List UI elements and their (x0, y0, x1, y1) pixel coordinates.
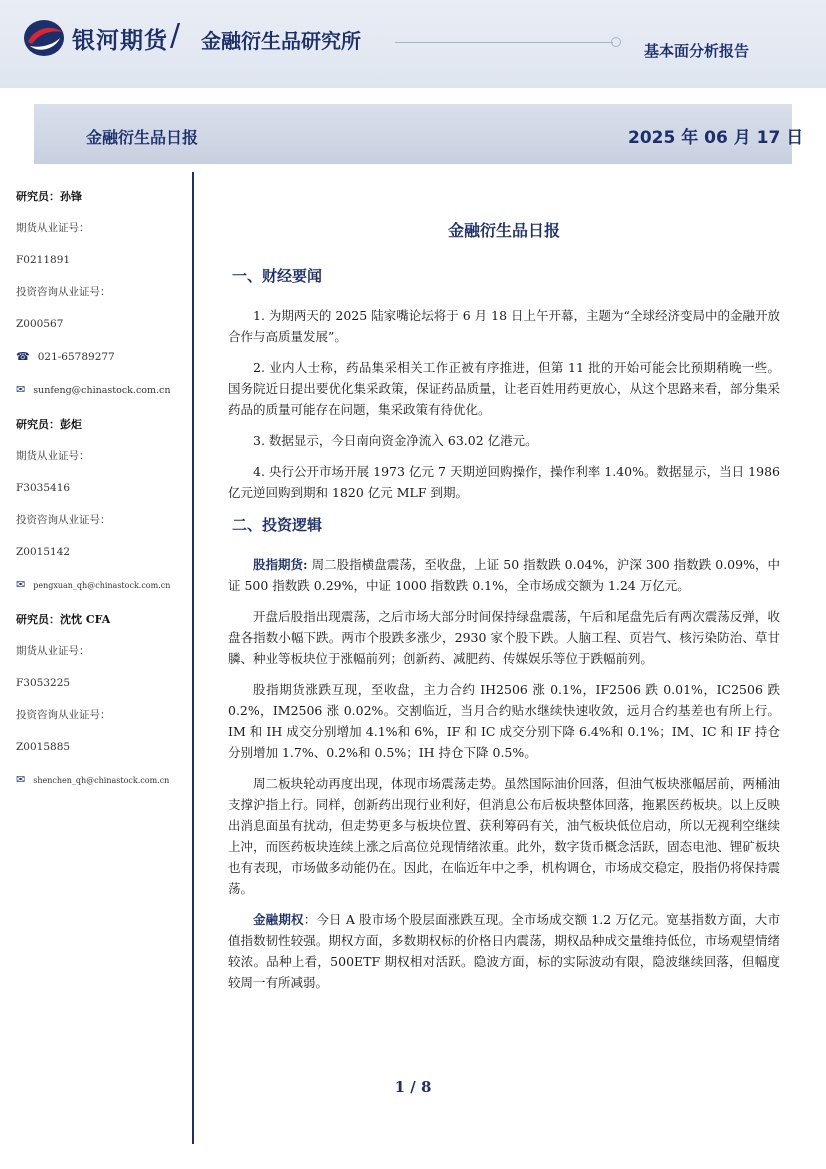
brand-slash: / (170, 18, 181, 53)
researcher-name: 研究员：沈忱 CFA (16, 613, 111, 626)
futures-cert-label: 期货从业证号： (16, 645, 90, 657)
email-icon: ✉ (16, 383, 26, 396)
email-row (16, 383, 188, 397)
page-number (0, 1078, 826, 1096)
brand-name: 银河期货 (72, 28, 168, 54)
researcher-name: 研究员：孙锋 (16, 190, 82, 203)
institute-name: 金融衍生品研究所 (201, 29, 361, 53)
phone-icon: ☎ (16, 350, 30, 363)
paragraph-text: 周二股指横盘震荡，至收盘，上证 50 指数跌 0.04%，沪深 300 指数跌 0.09%，中证 500 指数跌 0.29%，中证 1000 指数跌 0.1%，全市场成交额为 1.24 万亿元。 (228, 557, 780, 593)
email-icon: ✉ (16, 773, 26, 786)
lead-label: 金融期权 (253, 912, 304, 927)
section-heading-news: 一、财经要闻 (232, 267, 323, 285)
news-item: 3. 数据显示，今日南向资金净流入 63.02 亿港元。 (253, 433, 538, 448)
section-heading-logic: 二、投资逻辑 (232, 516, 323, 534)
report-date: 2025 年 06 月 17 日 (628, 128, 804, 148)
email-row (16, 578, 188, 592)
galaxy-logo-icon (22, 18, 66, 58)
researcher-card (16, 416, 188, 592)
paragraph: 开盘后股指出现震荡，之后市场大部分时间保持绿盘震荡，午后和尾盘先后有两次震荡反弹，收盘各指数小幅下跌。两市个股跌多涨少，2930 家个股下跌。人脑工程、页岩气、核污染防治、草甘膦、种业等板块位于涨幅前列；创新药、减肥药、传媒娱乐等位于跌幅前列。 (228, 609, 780, 666)
researcher-sidebar (16, 188, 188, 806)
futures-cert-number: F3053225 (16, 677, 71, 689)
consult-cert-label: 投资咨询从业证号： (16, 709, 111, 721)
paragraph-text: ：今日 A 股市场个股层面涨跌互现。全市场成交额 1.2 万亿元。宽基指数方面，大市值指数韧性较强。期权方面，多数期权标的价格日内震荡，期权品种成交量维持低位，市场观望情绪较浓。品种上看，500ETF 期权相对活跃。隐波方面，标的实际波动有限，隐波继续回落，但幅度较周一有所减弱。 (228, 912, 780, 990)
futures-cert-label: 期货从业证号： (16, 450, 90, 462)
consult-cert-number: Z0015142 (16, 546, 71, 558)
news-item: 2. 业内人士称，药品集采相关工作正被有序推进，但第 11 批的开始可能会比预期稍晚一些。国务院近日提出要优化集采政策，保证药品质量，让老百姓用药更放心，从这个思路来看，部分集采药品的质量可能存在问题，集采政策有待优化。 (228, 360, 780, 417)
paragraph: 周二板块轮动再度出现，体现市场震荡走势。虽然国际油价回落，但油气板块涨幅居前，两桶油支撑沪指上行。同样，创新药出现行业利好，但消息公布后板块整体回落，拖累医药板块。以上反映出消息面虽有扰动，但走势更多与板块位置、获利筹码有关，油气板块低位启动，所以无视利空继续上冲，而医药板块连续上涨之后高位兑现情绪浓重。此外，数字货币概念活跃，固态电池、锂矿板块也有表现，市场做多动能仍在。因此，在临近年中之季，机构调仓，市场成交稳定，股指仍将保持震荡。 (228, 776, 780, 896)
email-link[interactable]: sunfeng@chinastock.com.cn (33, 385, 171, 396)
consult-cert-number: Z0015885 (16, 741, 71, 753)
sidebar-divider (192, 172, 194, 1144)
decorative-circle-icon (611, 37, 621, 47)
consult-cert-label: 投资咨询从业证号： (16, 286, 111, 298)
current-page: 1 (394, 1078, 406, 1096)
news-item: 1. 为期两天的 2025 陆家嘴论坛将于 6 月 18 日上午开幕，主题为“全球经济变局中的金融开放合作与高质量发展”。 (228, 308, 780, 344)
paragraph-index-futures (228, 554, 780, 596)
consult-cert-number: Z000567 (16, 318, 64, 330)
report-type: 基本面分析报告 (644, 42, 750, 60)
email-link[interactable]: shenchen_qh@chinastock.com.cn (33, 776, 170, 785)
consult-cert-label: 投资咨询从业证号： (16, 514, 111, 526)
report-body (228, 220, 780, 1003)
decorative-line (395, 42, 613, 43)
document-title: 金融衍生品日报 (447, 221, 560, 240)
lead-label: 股指期货: (253, 557, 308, 572)
researcher-card (16, 188, 188, 397)
paragraph: 股指期货涨跌互现，至收盘，主力合约 IH2506 涨 0.1%，IF2506 跌 0.01%，IC2506 跌 0.2%，IM2506 涨 0.02%。交割临近，当月合约贴水继续快速收敛，远月合约基差也有所上行。IM 和 IH 成交分别增加 4.1%和 6%，IF 和 IC 成交分别下降 6.4%和 0.1%；IM、IC 和 IF 持仓分别增加 1.7%、0.2%和 0.5%；IH 持仓下降 0.5%。 (228, 682, 780, 760)
futures-cert-label: 期货从业证号： (16, 222, 90, 234)
futures-cert-number: F3035416 (16, 482, 71, 494)
email-icon: ✉ (16, 578, 26, 591)
news-item: 4. 央行公开市场开展 1973 亿元 7 天期逆回购操作，操作利率 1.40%。数据显示，当日 1986 亿元逆回购到期和 1820 亿元 MLF 到期。 (228, 464, 780, 500)
paragraph-options (228, 909, 780, 993)
phone-row (16, 350, 188, 364)
researcher-card (16, 611, 188, 787)
page-separator: / (410, 1078, 416, 1096)
email-row (16, 773, 188, 787)
email-link[interactable]: pengxuan_qh@chinastock.com.cn (33, 581, 171, 590)
total-pages: 8 (420, 1078, 432, 1096)
band-title: 金融衍生品日报 (86, 128, 199, 147)
researcher-name: 研究员：彭炬 (16, 418, 82, 431)
futures-cert-number: F0211891 (16, 254, 71, 266)
phone-number: 021-65789277 (37, 351, 115, 363)
